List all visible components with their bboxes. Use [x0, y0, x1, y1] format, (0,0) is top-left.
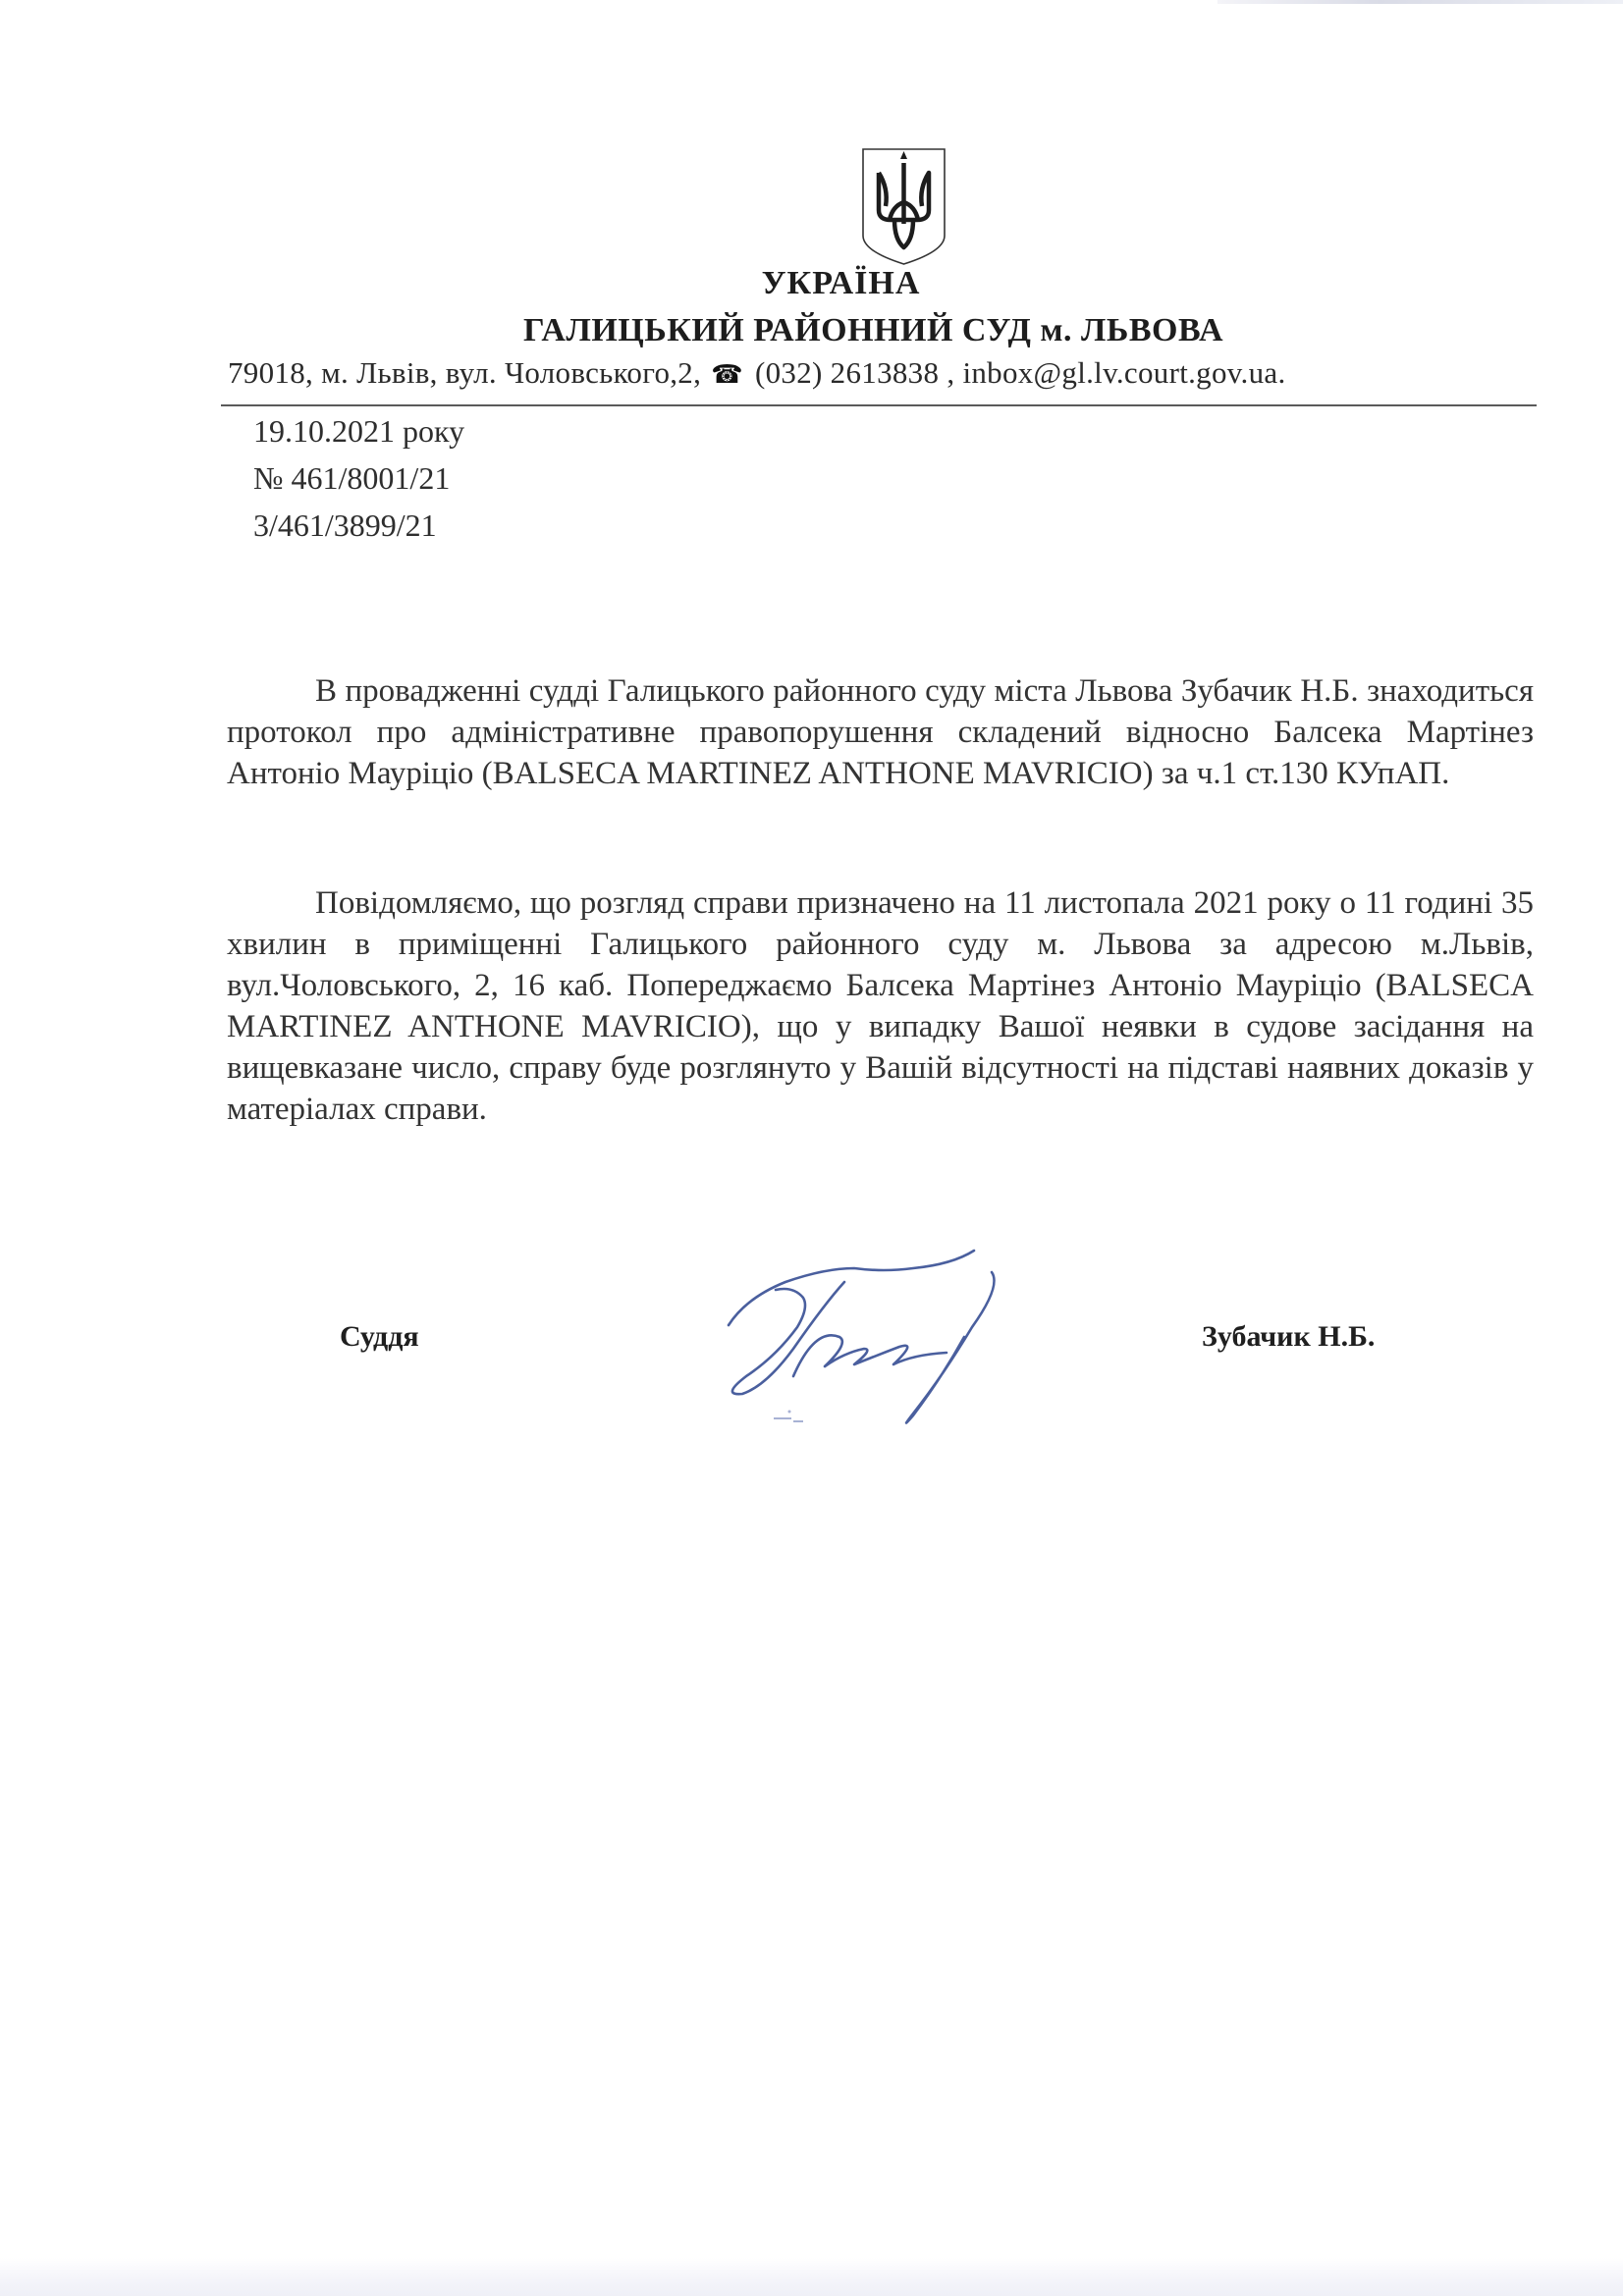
email-address: inbox@gl.lv.court.gov.ua.: [962, 355, 1286, 390]
document-meta: [253, 407, 464, 549]
scan-edge-bottom: [0, 2258, 1623, 2296]
header-divider: [221, 404, 1537, 406]
signer-role: Суддя: [340, 1320, 419, 1353]
country-heading: УКРАЇНА: [761, 265, 921, 301]
signer-name: Зубачик Н.Б.: [1202, 1320, 1376, 1353]
court-name-heading: ГАЛИЦЬКИЙ РАЙОННИЙ СУД м. ЛЬВОВА: [523, 312, 1224, 348]
body-paragraph-2: [227, 882, 1534, 1130]
handwritten-signature-icon: [707, 1239, 1011, 1435]
court-address-line: [228, 355, 1286, 391]
phone-icon: ☎: [711, 360, 743, 389]
phone-number: (032) 2613838 ,: [754, 355, 955, 390]
paragraph-text: Повідомляємо, що розгляд справи призначено на 11 листопала 2021 року о 11 годині 35 хвилин в приміщенні Галицького районного суду м. Львова за адресою м.Львів, вул.Чоловського, 2, 16 каб. Попереджаємо Балсека Мартінез Антоніо Мауріціо (BALSECA MARTINEZ ANTHONE MAVRICIO), що у випадку Вашої неявки в судове засідання на вищевказане число, справу буде розглянуто у Вашій відсутності на підставі наявних доказів у матеріалах справи.: [227, 885, 1534, 1127]
paragraph-text: В провадженні судді Галицького районного суду міста Львова Зубачик Н.Б. знаходиться протокол про адміністративне правопорушення складений відносно Балсека Мартінез Антоніо Мауріціо (BALSECA MARTINEZ ANTHONE MAVRICIO) за ч.1 ст.130 КУпАП.: [227, 673, 1534, 791]
scan-edge-top: [1217, 0, 1623, 4]
document-date: 19.10.2021 року: [253, 413, 465, 449]
street-address: 79018, м. Львів, вул. Чоловського,2,: [228, 355, 702, 390]
outgoing-number: № 461/8001/21: [253, 460, 451, 496]
case-number: 3/461/3899/21: [253, 507, 437, 543]
trident-coat-of-arms-icon: [857, 145, 950, 268]
body-paragraph-1: [227, 670, 1534, 794]
